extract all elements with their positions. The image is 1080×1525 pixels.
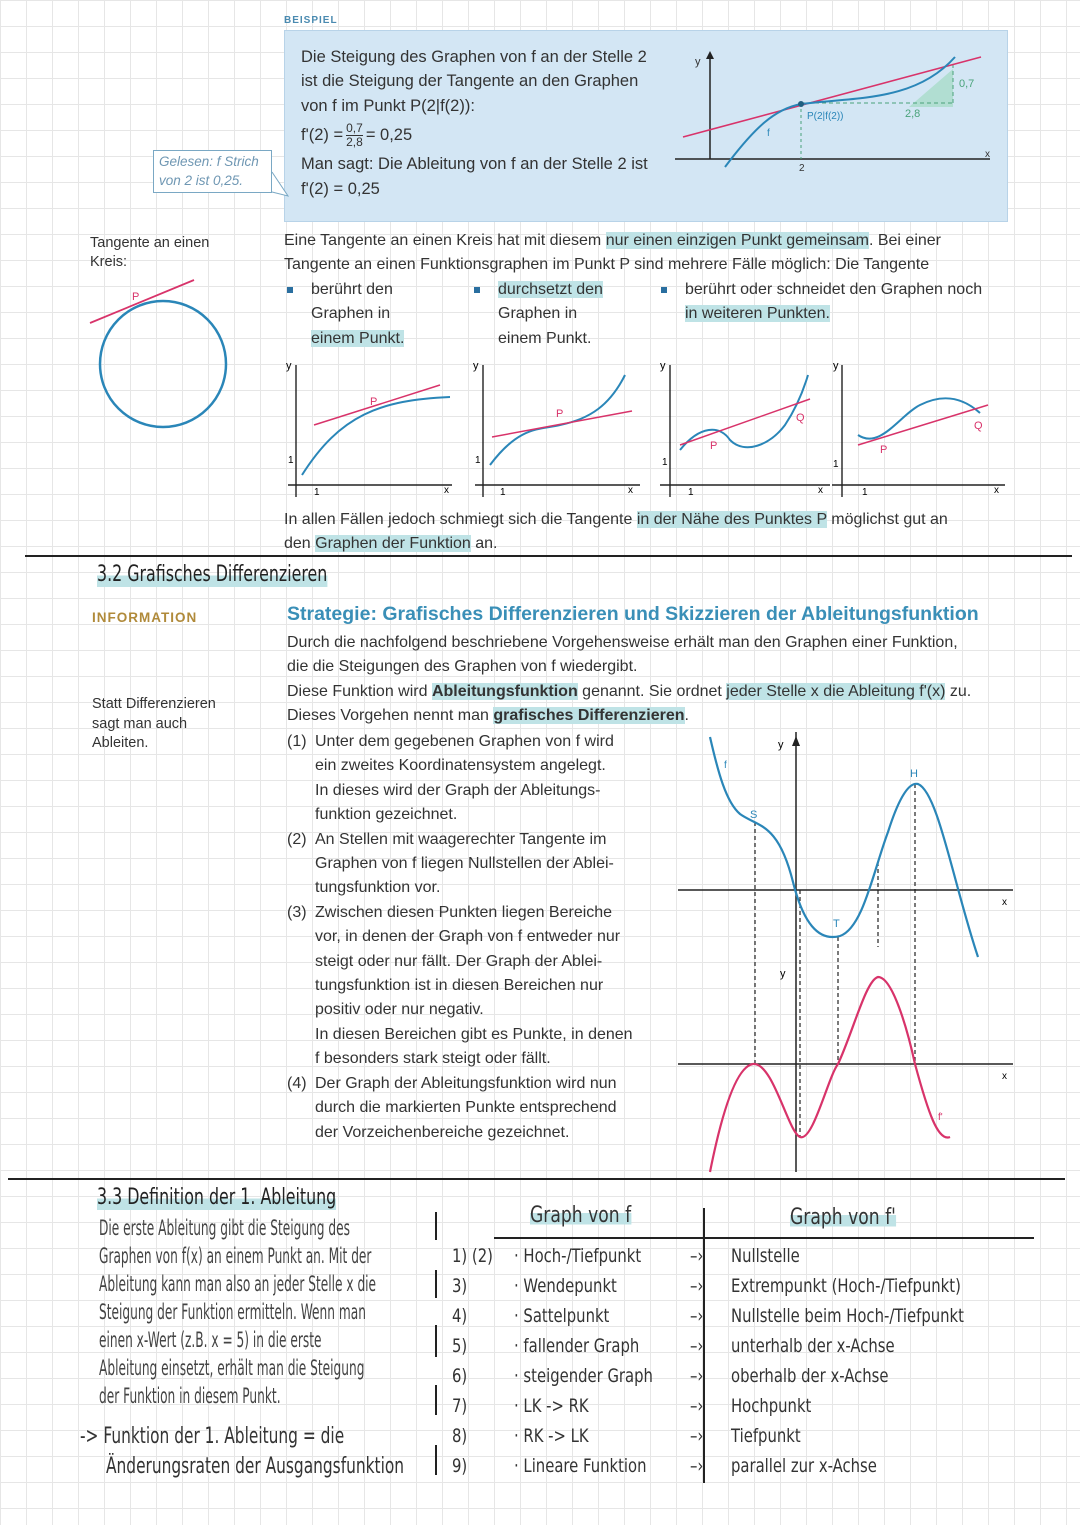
case-text: berührt oder schneidet den Graphen noch: [685, 281, 983, 298]
example-line: f'(2) = 0,25: [301, 179, 380, 198]
outro-text: In allen Fällen jedoch schmiegt sich die Tangente: [284, 511, 637, 528]
step-line: tungsfunktion vor.: [315, 879, 441, 897]
row-number: 6): [452, 1365, 468, 1387]
case-graph-4: [832, 360, 1005, 498]
step-line: durch die markierten Punkte entsprechend: [315, 1099, 617, 1117]
intro-text: . Bei einer: [868, 232, 942, 249]
section-title-3-3: 3.3 Definition der 1. Ableitung: [97, 1185, 337, 1210]
step-line: In diesen Bereichen gibt es Punkte, in denen: [315, 1025, 633, 1043]
row-fprime-property: Tiefpunkt: [731, 1425, 801, 1447]
row-number: 7): [452, 1395, 468, 1417]
strategy-steps: [287, 730, 667, 1145]
row-fprime-property: parallel zur x-Achse: [731, 1455, 877, 1477]
definition-line: Graphen von f(x) an einem Punkt an. Mit der: [99, 1244, 372, 1268]
row-f-property: · steigender Graph: [514, 1365, 653, 1387]
step-number: (2): [287, 830, 307, 848]
side-note-line: Tangente an einen: [90, 235, 210, 251]
step-line: ein zweites Koordinatensystem angelegt.: [315, 757, 606, 775]
tangent-example-graph: [675, 47, 995, 174]
example-line: ist die Steigung der Tangente an den Graphen: [301, 72, 639, 91]
step-line: funktion gezeichnet.: [315, 806, 458, 824]
point-q: Q: [796, 412, 805, 424]
axis-y: y: [660, 360, 666, 372]
axis-x: x: [818, 485, 823, 496]
step-number: (1): [287, 733, 307, 750]
table-header-rule: [494, 1237, 1034, 1239]
definition-line: einen x-Wert (z.B. x = 5) in die erste: [99, 1328, 322, 1352]
row-f-property: · RK -> LK: [514, 1425, 589, 1447]
case-text: berührt den: [311, 281, 393, 298]
row-fprime-property: Extrempunkt (Hoch-/Tiefpunkt): [731, 1275, 961, 1297]
example-text: [301, 45, 648, 201]
case-text: Graphen in: [498, 305, 578, 323]
callout-pointer: [270, 170, 290, 200]
derivative-sketch-graph: [678, 732, 1018, 1177]
intro-text: Tangente an einen Funktionsgraphen im Punkt P sind mehrere Fälle möglich: Die Tangente: [284, 256, 930, 274]
row-number: 5): [452, 1335, 468, 1357]
step-number: (4): [287, 1074, 307, 1092]
step-line: Zwischen diesen Punkten liegen Bereiche: [315, 903, 613, 921]
row-number: 4): [452, 1305, 468, 1327]
callout-line: Gelesen: f Strich: [159, 154, 259, 169]
y-tick: 1: [288, 455, 294, 466]
intro-bold: grafisches Differenzieren: [493, 707, 685, 725]
case-text: Graphen in: [311, 305, 391, 323]
row-f-property: · Sattelpunkt: [514, 1305, 610, 1327]
f-property: RK -> LK: [523, 1425, 589, 1447]
point-label: P: [132, 291, 140, 303]
case-text: in weiteren Punkten.: [685, 305, 830, 323]
arrow-icon: –›: [690, 1305, 704, 1327]
case-text: durchsetzt den: [498, 281, 603, 298]
row-f-property: · LK -> RK: [514, 1395, 589, 1417]
side-note-line: sagt man auch: [92, 715, 188, 732]
f-property: Wendepunkt: [523, 1275, 617, 1297]
arrow-icon: –›: [690, 1455, 704, 1477]
outro-highlight: in der Nähe des Punktes P: [636, 511, 827, 528]
axis-x: x: [994, 485, 999, 496]
outro-text: den: [284, 535, 316, 553]
information-label: INFORMATION: [92, 610, 198, 625]
x-tick: 2: [799, 163, 805, 174]
f-property: LK -> RK: [523, 1395, 589, 1417]
row-f-property: · fallender Graph: [514, 1335, 640, 1357]
arrow-icon: –›: [690, 1245, 704, 1267]
intro-text: Eine Tangente an einen Kreis hat mit diesem: [284, 232, 606, 249]
definition-line: der Funktion in diesem Punkt.: [99, 1384, 281, 1408]
column-header-fprime: Graph von f': [790, 1205, 896, 1230]
step-line: Der Graph der Ableitungsfunktion wird nun: [315, 1074, 617, 1092]
example-line: Man sagt: Die Ableitung von f an der Stelle 2 ist: [301, 155, 648, 174]
formula-lhs: f'(2) =: [301, 126, 344, 145]
axis-x: x: [985, 149, 990, 160]
outro-text: an.: [470, 535, 498, 553]
x-tick: 1: [688, 487, 694, 498]
case-graph-1: [286, 360, 452, 498]
strategy-intro: Durch die nachfolgend beschriebene Vorgehensweise erhält man den Graphen einer Funktion, die die Steigungen des Graphen von f wiedergibt. Diese Funktion wird Ableitungsfunktion genannt. Sie ordnet jeder Stelle x die Ableitung f'(x) zu. Dieses Vorgehen nennt man grafisches Differenzieren.: [287, 631, 971, 729]
x-tick: 1: [862, 487, 868, 498]
definition-line: Die erste Ableitung gibt die Steigung des: [99, 1216, 350, 1240]
row-number: 9): [452, 1455, 468, 1477]
y-tick: 1: [475, 455, 481, 466]
fraction-den: 2,8: [346, 134, 363, 149]
intro-text: Diese Funktion wird: [287, 682, 432, 700]
intro-text: genannt. Sie ordnet: [577, 682, 727, 700]
tangent-cases-graphs: [280, 355, 1020, 505]
y-tick: 1: [833, 459, 839, 470]
axis-y: y: [780, 968, 786, 980]
f-property: Hoch-/Tiefpunkt: [523, 1245, 642, 1267]
arrow-icon: –›: [690, 1365, 704, 1387]
axis-x: x: [628, 485, 633, 496]
point-label: P(2|f(2)): [807, 111, 844, 122]
axis-y: y: [833, 360, 839, 372]
strategy-step: [287, 730, 667, 828]
example-line: von f im Punkt P(2|f(2)):: [301, 96, 475, 115]
minimum-label: T: [833, 918, 840, 930]
side-note-ableiten: [92, 695, 216, 754]
row-f-property: · Wendepunkt: [514, 1275, 617, 1297]
step-line: An Stellen mit waagerechter Tangente im: [315, 830, 607, 848]
arrow-icon: –›: [690, 1275, 704, 1297]
column-header-f: Graph von f: [530, 1203, 632, 1228]
conclusion-line: Änderungsraten der Ausgangsfunktion: [106, 1454, 405, 1479]
axis-y: y: [778, 739, 784, 751]
axis-x: x: [1002, 897, 1007, 908]
strategy-step: [287, 901, 667, 1072]
point-p: P: [556, 408, 564, 420]
f-property: fallender Graph: [523, 1335, 640, 1357]
point-q: Q: [974, 420, 983, 432]
example-line: Die Steigung des Graphen von f an der Stelle 2: [301, 48, 647, 66]
step-line: tungsfunktion ist in diesen Bereichen nur: [315, 977, 604, 995]
strategy-step: [287, 828, 667, 901]
x-tick: 1: [314, 487, 320, 498]
point-p: P: [370, 396, 378, 408]
saddle-label: S: [750, 809, 758, 821]
fraction: [346, 122, 363, 149]
axis-x: x: [1002, 1071, 1007, 1082]
f-label: f: [767, 128, 770, 139]
intro-line: Durch die nachfolgend beschriebene Vorgehensweise erhält man den Graphen einer Funktion,: [287, 634, 958, 651]
section-divider: [25, 555, 1072, 557]
axis-y: y: [286, 360, 292, 372]
row-number: 3): [452, 1275, 468, 1297]
case-graph-3: [660, 360, 830, 498]
intro-highlight: nur einen einzigen Punkt gemeinsam: [605, 232, 869, 249]
case-1: [287, 278, 404, 351]
arrow-icon: –›: [690, 1335, 704, 1357]
side-note-line: Statt Differenzieren: [92, 696, 216, 712]
run-label: 2,8: [905, 108, 921, 120]
y-tick: 1: [662, 457, 668, 468]
circle-tangent-figure: [88, 276, 238, 436]
axis-x: x: [444, 485, 449, 496]
callout-line: von 2 ist 0,25.: [159, 173, 244, 188]
reading-callout: [153, 150, 272, 193]
step-line: steigt oder nur fällt. Der Graph der Ablei-: [315, 952, 603, 970]
definition-line: Ableitung einsetzt, erhält man die Steigung: [99, 1356, 365, 1380]
conclusion-line: -> Funktion der 1. Ableitung = die: [80, 1424, 345, 1449]
step-line: Graphen von f liegen Nullstellen der Ablei-: [315, 855, 614, 873]
intro-highlight: jeder Stelle x die Ableitung f'(x): [726, 682, 946, 700]
side-note-line: Kreis:: [90, 254, 128, 270]
intro-bold: Ableitungsfunktion: [431, 682, 578, 700]
section-divider: [8, 1178, 1065, 1180]
case-3: [661, 278, 982, 327]
case-graph-2: [473, 360, 640, 498]
axis-y: y: [473, 360, 479, 372]
arrow-icon: –›: [690, 1425, 704, 1447]
outro-text: möglichst gut an: [826, 511, 948, 528]
section-title-3-2: 3.2 Grafisches Differenzieren: [97, 562, 328, 587]
strategy-heading: Strategie: Grafisches Differenzieren und Skizzieren der Ableitungsfunktion: [287, 603, 979, 625]
step-line: In dieses wird der Graph der Ableitungs-: [315, 781, 601, 799]
tangent-intro: [284, 229, 1044, 278]
row-fprime-property: Nullstelle: [731, 1245, 800, 1267]
point-p: P: [710, 440, 718, 452]
arrow-icon: –›: [690, 1395, 704, 1417]
tangent-outro: [284, 508, 1064, 557]
step-line: positiv oder nur negativ.: [315, 1001, 484, 1019]
step-line: der Vorzeichenbereiche gezeichnet.: [315, 1123, 570, 1141]
rise-label: 0,7: [959, 78, 975, 90]
point-p: P: [880, 444, 888, 456]
f-property: steigender Graph: [523, 1365, 653, 1387]
f-property: Sattelpunkt: [523, 1305, 610, 1327]
case-text: einem Punkt.: [311, 329, 405, 347]
step-line: f besonders stark steigt oder fällt.: [315, 1050, 551, 1068]
side-note-line: Ableiten.: [92, 735, 149, 751]
f-property: Lineare Funktion: [523, 1455, 647, 1477]
axis-y: y: [695, 56, 701, 68]
example-formula: [301, 118, 648, 152]
x-tick: 1: [500, 487, 506, 498]
example-box: [284, 30, 1008, 222]
step-number: (3): [287, 903, 307, 921]
row-fprime-property: Hochpunkt: [731, 1395, 812, 1417]
row-f-property: · Lineare Funktion: [514, 1455, 647, 1477]
row-number: 8): [452, 1425, 468, 1447]
row-f-property: · Hoch-/Tiefpunkt: [514, 1245, 642, 1267]
tangent-side-note: [90, 234, 209, 272]
fraction-num: 0,7: [346, 120, 363, 135]
case-text: einem Punkt.: [498, 329, 592, 347]
intro-text: zu.: [945, 682, 972, 700]
row-number: 1) (2): [452, 1245, 493, 1267]
row-fprime-property: Nullstelle beim Hoch-/Tiefpunkt: [731, 1305, 964, 1327]
row-fprime-property: oberhalb der x-Achse: [731, 1365, 889, 1387]
step-line: vor, in denen der Graph von f entweder nur: [315, 928, 621, 946]
definition-line: Ableitung kann man also an jeder Stelle x die: [99, 1272, 377, 1296]
f-label: f: [724, 760, 727, 771]
case-2: [474, 278, 603, 351]
beispiel-label: BEISPIEL: [284, 15, 338, 26]
intro-text: Dieses Vorgehen nennt man: [287, 707, 494, 725]
step-line: Unter dem gegebenen Graphen von f wird: [315, 733, 614, 750]
row-fprime-property: unterhalb der x-Achse: [731, 1335, 895, 1357]
fprime-label: f': [938, 1112, 943, 1123]
strategy-step: [287, 1072, 667, 1145]
formula-rhs: = 0,25: [365, 126, 413, 145]
intro-line: die die Steigungen des Graphen von f wiedergibt.: [287, 658, 638, 676]
maximum-label: H: [910, 768, 918, 780]
outro-highlight: Graphen der Funktion: [315, 535, 471, 553]
definition-line: Steigung der Funktion ermitteln. Wenn man: [99, 1300, 366, 1324]
